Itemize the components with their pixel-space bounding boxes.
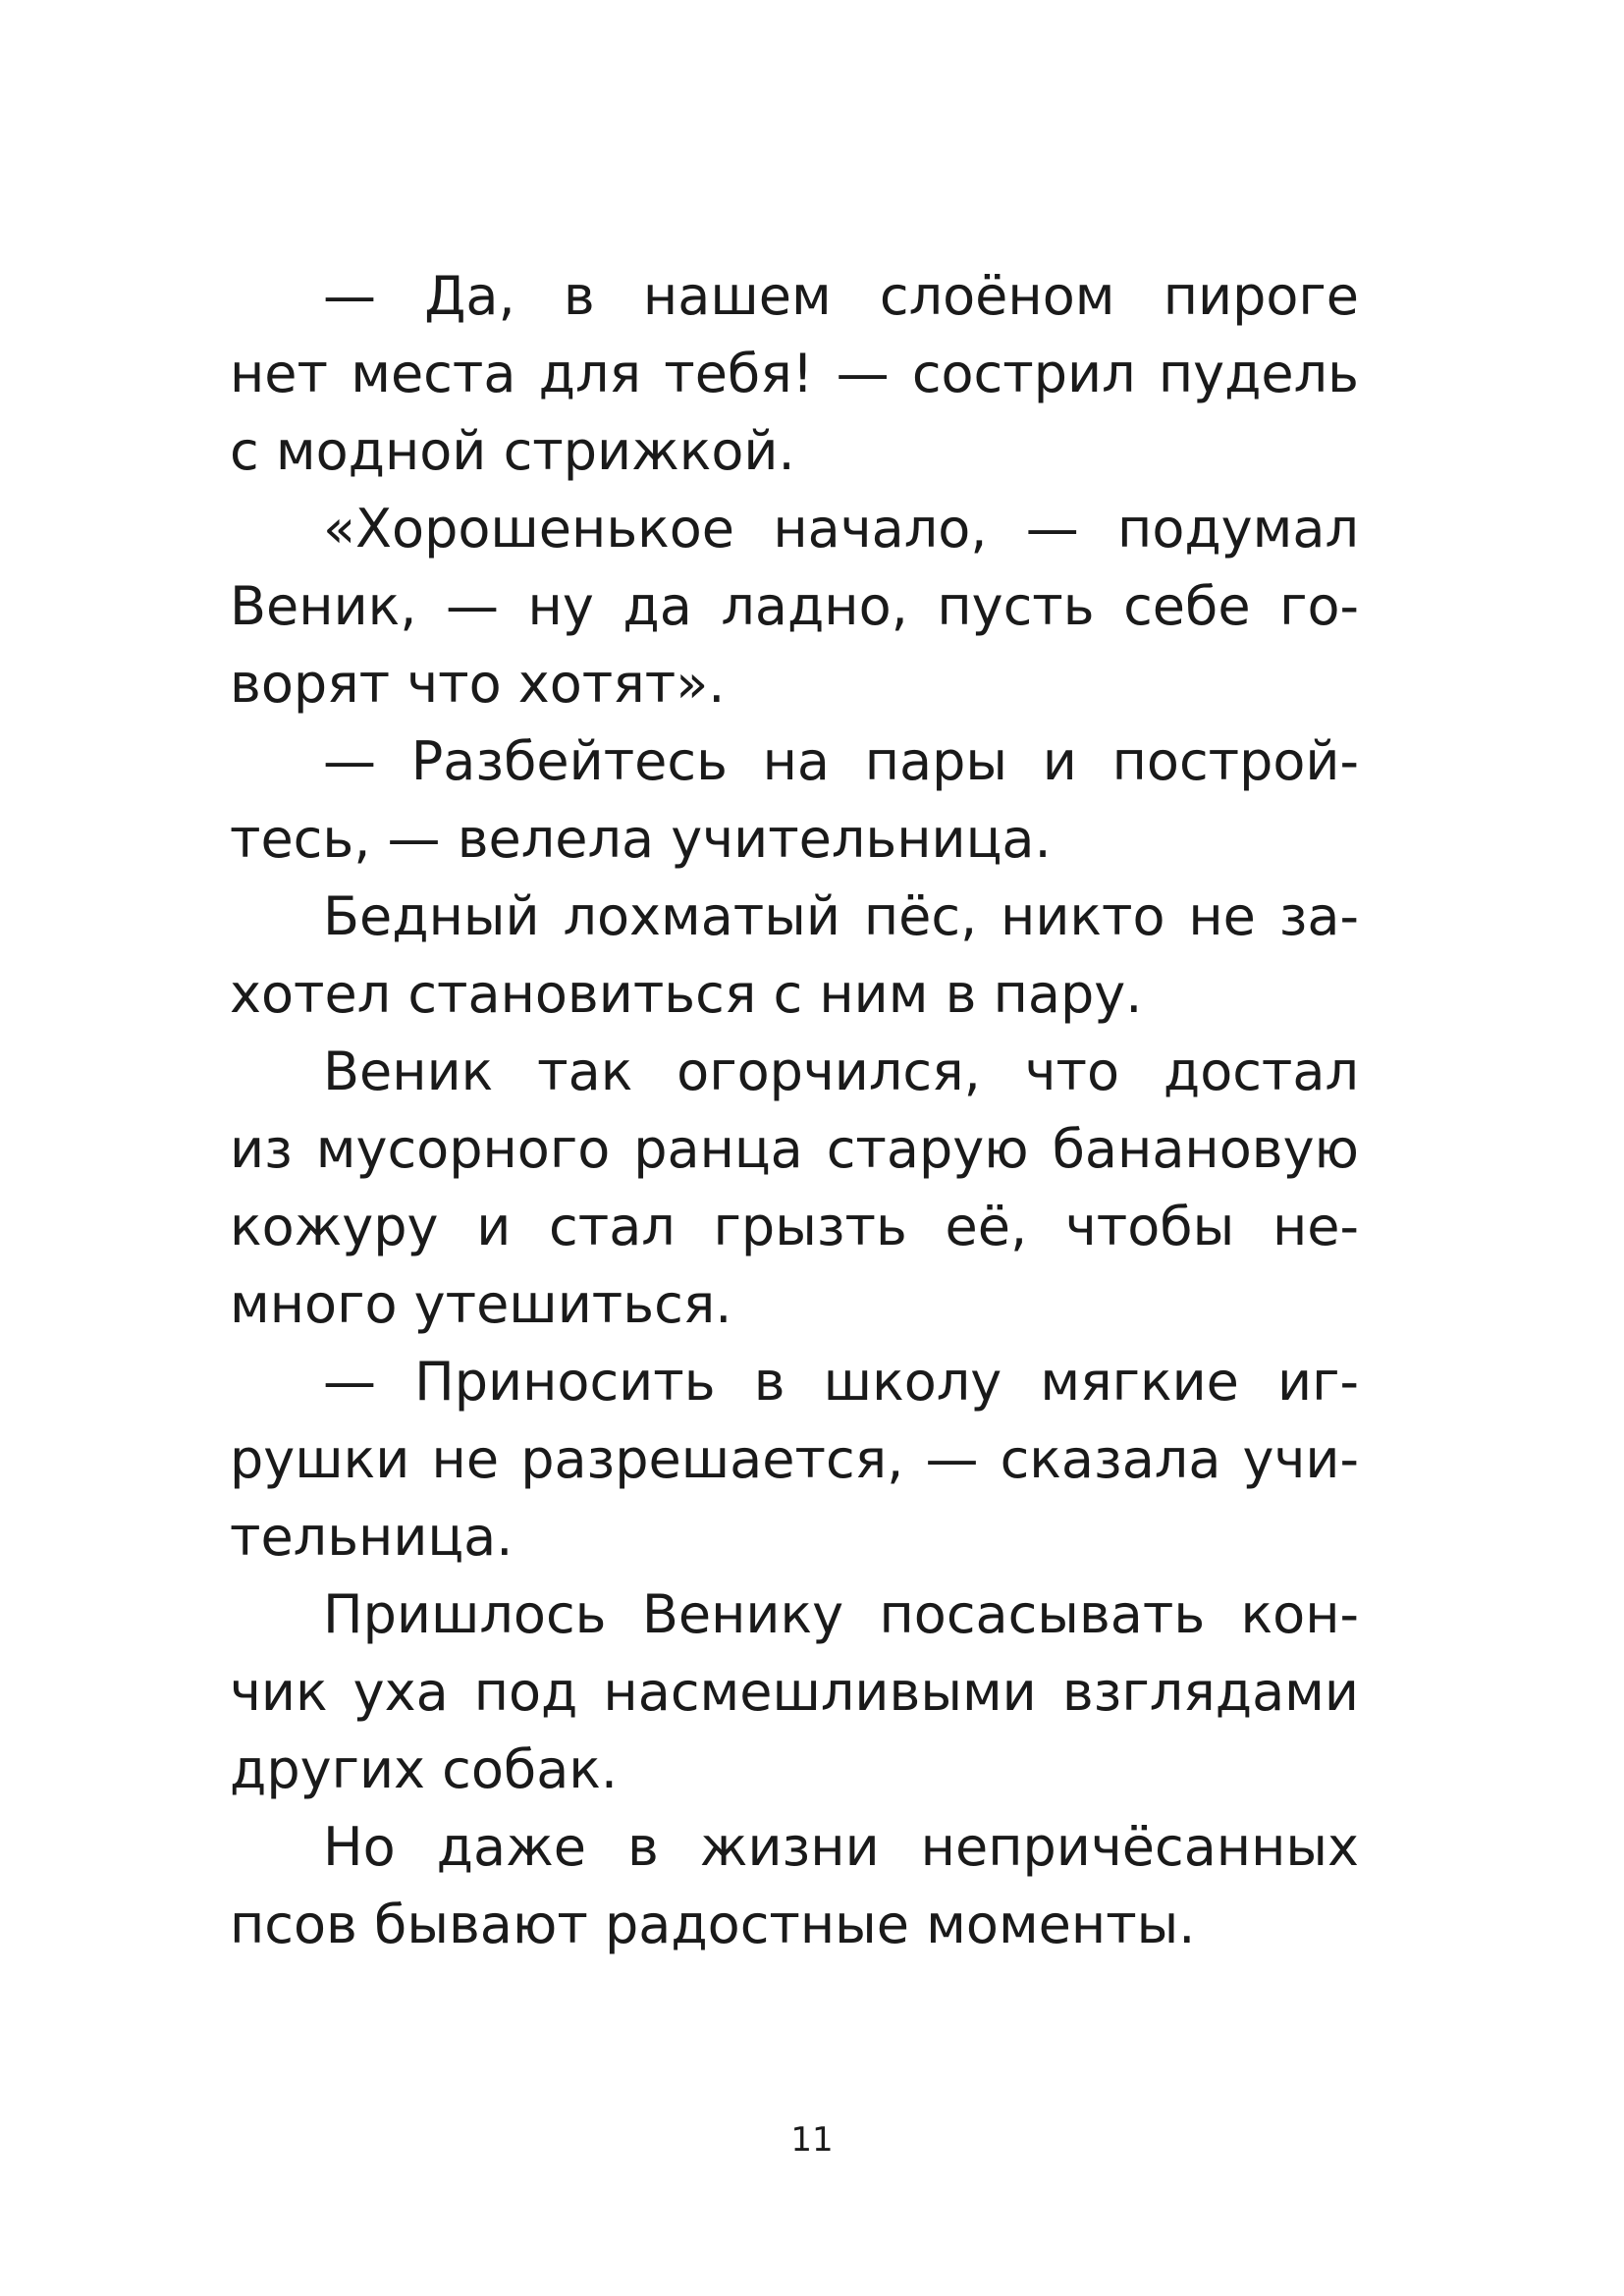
page-number: 11	[790, 2120, 834, 2160]
paragraph-line: — Да, в нашем слоёном пироге	[323, 265, 1359, 327]
paragraph-line: чик уха под насмешливыми взглядами	[230, 1661, 1359, 1723]
paragraph-line: Бедный лохматый пёс, никто не за-	[323, 885, 1359, 947]
paragraph-line: — Разбейтесь на пары и построй-	[323, 730, 1359, 792]
paragraph-line: рушки не разрешается, — сказала учи-	[230, 1428, 1359, 1490]
paragraph-line: Пришлось Венику посасывать кон-	[323, 1583, 1359, 1645]
paragraph-line: из мусорного ранца старую банановую	[230, 1118, 1359, 1180]
paragraph-line: других собак.	[230, 1738, 619, 1800]
paragraph-line: тесь, — велела учительница.	[230, 808, 1052, 870]
paragraph-line: кожуру и стал грызть её, чтобы не-	[230, 1196, 1359, 1257]
paragraph-line: Веник так огорчился, что достал	[323, 1041, 1359, 1102]
paragraph-line: много утешиться.	[230, 1273, 732, 1335]
paragraph-line: Но даже в жизни непричёсанных	[323, 1816, 1359, 1878]
paragraph-line: хотел становиться с ним в пару.	[230, 963, 1143, 1025]
paragraph-line: тельница.	[230, 1506, 514, 1568]
paragraph-line: ворят что хотят».	[230, 653, 726, 715]
paragraph-line: Веник, — ну да ладно, пусть себе го-	[230, 575, 1359, 637]
paragraph-line: — Приносить в школу мягкие иг-	[323, 1351, 1359, 1413]
paragraph-line: нет места для тебя! — сострил пудель	[230, 343, 1359, 404]
body-text	[230, 257, 1359, 1963]
paragraph-line: с модной стрижкой.	[230, 420, 795, 482]
paragraph-line: «Хорошенькое начало, — подумал	[323, 498, 1359, 560]
paragraph-line: псов бывают радостные моменты.	[230, 1894, 1196, 1955]
